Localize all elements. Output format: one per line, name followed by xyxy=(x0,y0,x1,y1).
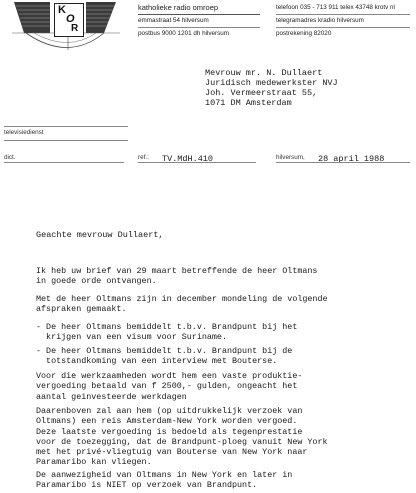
department-rule xyxy=(4,140,128,141)
recipient-line-1: Mevrouw mr. N. Dullaert xyxy=(205,68,323,78)
paragraph-2: Met de heer Oltmans zijn in december mondeling de volgende afspraken gemaakt. xyxy=(36,294,328,315)
reference-label: ref.: xyxy=(138,154,149,161)
paragraph-4: - De heer Oltmans bemiddelt t.b.v. Brandpunt bij de totstandkoming van een interview met Bouterse. xyxy=(36,346,293,367)
kro-logo xyxy=(4,0,122,52)
reference-number: TV.MdH.410 xyxy=(162,154,214,164)
postal-account: postrekening 82020 xyxy=(276,30,332,37)
department-name: televisiedienst xyxy=(4,129,44,136)
paragraph-6: Daarenboven zal aan hem (op uitdrukkelijk verzoek van Oltmans) een reis Amsterdam-New York worden vergoed. Deze laatste vergoeding is bedoeld als tegenprestatie voor de toezegging, dat de Brandpunt-ploeg vanuit New York met het privé-vliegtuig van Bouterse van New York naar Paramaribo kan vliegen. xyxy=(36,406,328,468)
header-rule xyxy=(138,27,260,28)
city-label: hilversum, xyxy=(276,154,305,161)
date-rule xyxy=(276,162,410,163)
reference-rule xyxy=(138,162,256,163)
logo-monogram xyxy=(54,3,84,37)
logo-letter-r: R xyxy=(71,23,79,34)
salutation: Geachte mevrouw Dullaert, xyxy=(36,230,164,240)
letter-date: 28 april 1988 xyxy=(318,154,385,164)
paragraph-1: Ik heb uw brief van 29 maart betreffende de heer Oltmans in goede orde ontvangen. xyxy=(36,266,318,287)
telephone-telex: telefoon 035 - 713 911 telex 43748 krotv nl xyxy=(276,4,395,11)
department-rule xyxy=(4,126,128,127)
dict-label: dict. xyxy=(4,154,16,161)
paragraph-7: De aanwezigheid van Oltmans in New York en later in Paramaribo is NIET op verzoek van Brandpunt. xyxy=(36,470,293,491)
header-rule xyxy=(276,27,410,28)
dict-rule xyxy=(4,162,124,163)
recipient-line-3: Joh. Vermeerstraat 55, xyxy=(205,88,318,98)
telegram-address: telegramadres kradio hilversum xyxy=(276,17,364,24)
logo-letter-k: K xyxy=(58,4,66,16)
header-rule xyxy=(276,14,410,15)
logo-letter-o: O xyxy=(66,13,75,25)
organization-name: katholieke radio omroep xyxy=(138,3,219,12)
paragraph-3: - De heer Oltmans bemiddelt t.b.v. Brandpunt bij het krijgen van een visum voor Suriname. xyxy=(36,322,298,343)
postbus-address: postbus 9000 1201 dh hilversum xyxy=(138,30,230,37)
header-rule xyxy=(138,14,260,15)
paragraph-5: Voor die werkzaamheden wordt hem een vaste produktie- vergoeding betaald van f 2500,- gulden, ongeacht het aantal geinvesteerde werkdagen xyxy=(36,371,303,402)
recipient-line-2: Juridisch medewerkster NVJ xyxy=(205,78,338,88)
recipient-line-4: 1071 DM Amsterdam xyxy=(205,98,292,108)
street-address: emmastraat 54 hilversum xyxy=(138,17,209,24)
